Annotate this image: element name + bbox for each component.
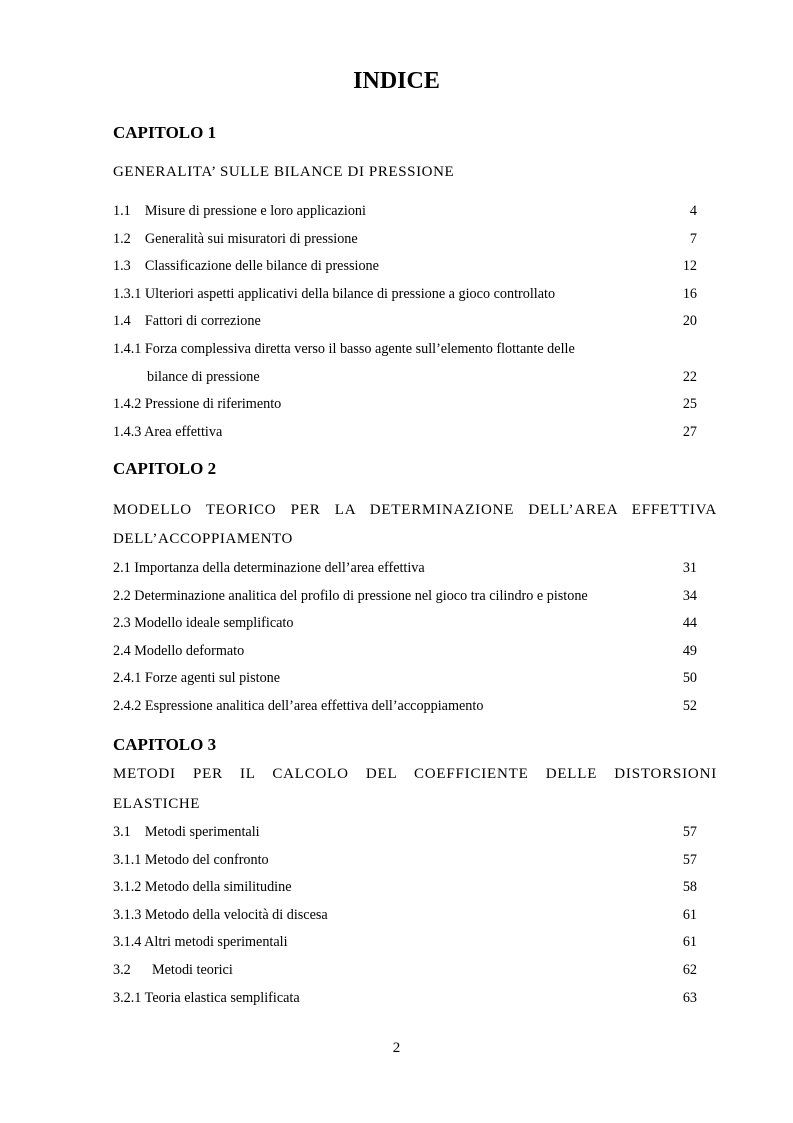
toc-entry-label: 1.1 Misure di pressione e loro applicazioni	[113, 203, 366, 219]
toc-entry-page: 20	[682, 313, 697, 329]
toc-entry-label: 3.1.2 Metodo della similitudine	[113, 879, 292, 895]
chapter-heading: CAPITOLO 1	[113, 123, 217, 142]
toc-entry-label: 3.1.1 Metodo del confronto	[113, 852, 269, 868]
toc-entry-page: 22	[682, 369, 697, 385]
toc-entry-label: 2.4.2 Espressione analitica dell’area effettiva dell’accoppiamento	[113, 698, 484, 714]
toc-entry-label: 1.4.2 Pressione di riferimento	[113, 396, 282, 412]
toc-entry-label: 1.2 Generalità sui misuratori di pressione	[113, 231, 358, 247]
toc-entry-label: 2.1 Importanza della determinazione dell’area effettiva	[113, 560, 425, 576]
toc-entry-page: 50	[682, 670, 697, 686]
toc-entry-page: 4	[689, 203, 697, 219]
toc-entry-label: 3.1.4 Altri metodi sperimentali	[113, 934, 288, 950]
chapter-subtitle: DELL’ACCOPPIAMENTO	[113, 531, 293, 547]
toc-entry-page: 27	[682, 424, 697, 440]
chapter-subtitle: ELASTICHE	[113, 796, 201, 812]
toc-entry-label: 2.4 Modello deformato	[113, 643, 245, 659]
toc-entry-label: 1.4.1 Forza complessiva diretta verso il basso agente sull’elemento flottante delle	[113, 341, 575, 357]
toc-entry-page: 12	[682, 258, 697, 274]
chapter-heading: CAPITOLO 2	[113, 459, 217, 478]
toc-entry-page: 58	[682, 879, 697, 895]
chapter-heading: CAPITOLO 3	[113, 735, 217, 754]
toc-entry-label: 1.4.3 Area effettiva	[113, 424, 223, 440]
toc-entry-page: 57	[682, 852, 697, 868]
toc-entry-label: 1.3 Classificazione delle bilance di pressione	[113, 258, 379, 274]
toc-entry-page: 49	[682, 643, 697, 659]
chapter-subtitle: GENERALITA’ SULLE BILANCE DI PRESSIONE	[113, 164, 455, 180]
toc-entry-page: 34	[682, 588, 697, 604]
toc-entry-label: 2.4.1 Forze agenti sul pistone	[113, 670, 281, 686]
toc-entry-page: 61	[682, 934, 697, 950]
page-number: 2	[392, 1040, 401, 1056]
chapter-subtitle: MODELLO TEORICO PER LA DETERMINAZIONE DELL’AREA EFFETTIVA	[113, 502, 717, 518]
toc-entry-page: 63	[682, 990, 697, 1006]
toc-entry-page: 61	[682, 907, 697, 923]
toc-entry-label: 3.1.3 Metodo della velocità di discesa	[113, 907, 328, 923]
toc-entry-page: 7	[689, 231, 697, 247]
page-title: INDICE	[353, 68, 440, 94]
toc-entry-label: 3.2.1 Teoria elastica semplificata	[113, 990, 300, 1006]
toc-entry-page: 25	[682, 396, 697, 412]
toc-entry-page: 16	[682, 286, 697, 302]
toc-entry-label: 1.3.1 Ulteriori aspetti applicativi della bilance di pressione a gioco controllato	[113, 286, 556, 302]
toc-entry-label: 2.2 Determinazione analitica del profilo di pressione nel gioco tra cilindro e pistone	[113, 588, 588, 604]
toc-entry-page: 52	[682, 698, 697, 714]
toc-entry-label: 3.1 Metodi sperimentali	[113, 824, 260, 840]
toc-entry-page: 31	[682, 560, 697, 576]
toc-entry-label: bilance di pressione	[147, 369, 260, 385]
toc-entry-page: 57	[682, 824, 697, 840]
toc-entry-page: 44	[682, 615, 697, 631]
toc-entry-label: 3.2 Metodi teorici	[113, 962, 233, 978]
toc-entry-label: 1.4 Fattori di correzione	[113, 313, 261, 329]
chapter-subtitle: METODI PER IL CALCOLO DEL COEFFICIENTE DELLE DISTORSIONI	[113, 766, 717, 782]
toc-entry-page: 62	[682, 962, 697, 978]
toc-entry-label: 2.3 Modello ideale semplificato	[113, 615, 294, 631]
